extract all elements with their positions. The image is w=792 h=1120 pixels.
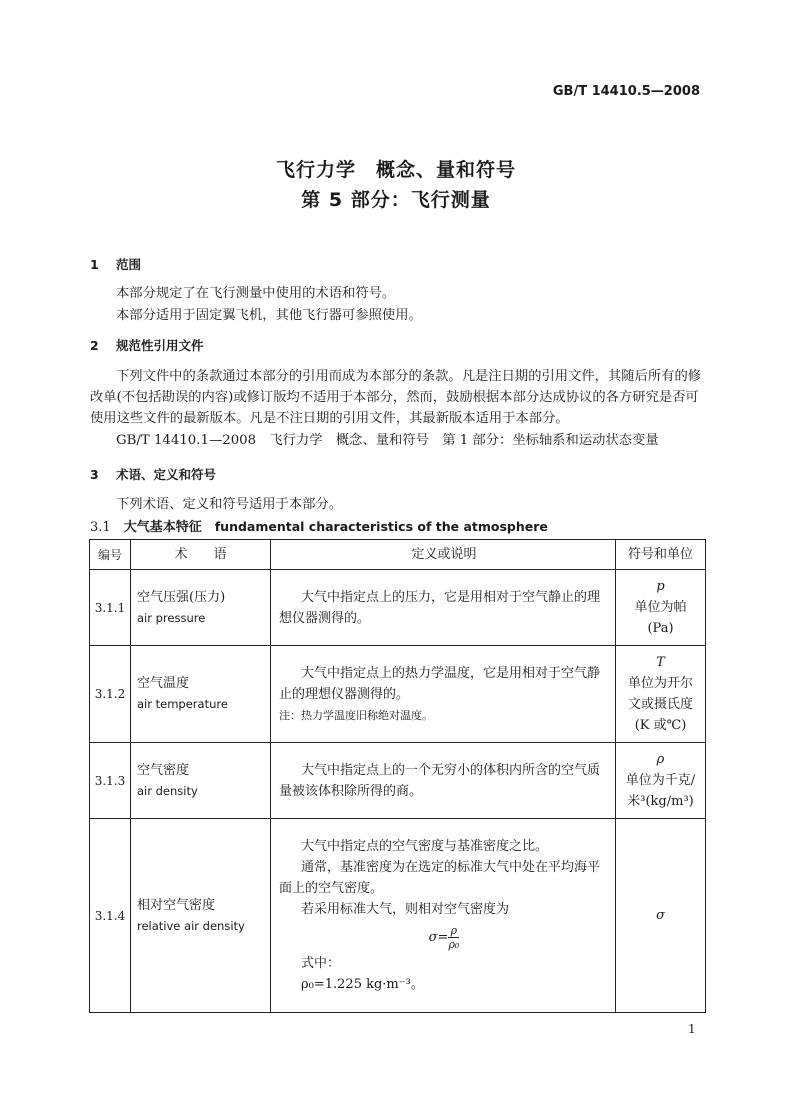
subsection-title-cn: 大气基本特征 xyxy=(123,520,202,535)
definition-text: 若采用标准大气，则相对空气密度为 xyxy=(301,902,510,917)
unit-line: 单位为千克/ xyxy=(625,773,696,788)
table-row xyxy=(90,646,706,743)
formula-where: 式中： xyxy=(301,956,341,971)
unit-line: 单位为开尔 xyxy=(627,676,693,691)
section-1-heading xyxy=(90,255,141,273)
section-2-reference: GB/T 14410.1—2008 飞行力学 概念、量和符号 第 1 部分：坐标轴系和运动状态变量 xyxy=(116,433,659,448)
symbol: T xyxy=(656,655,665,670)
row-definition xyxy=(271,819,616,1013)
section-2-para-1: 下列文件中的条款通过本部分的引用而成为本部分的条款。凡是注日期的引用文件，其随后所有的修改单(不包括勘误的内容)或修订版均不适用于本部分，然而，鼓励根据本部分达成协议的各方研究是否可使用这些文件的最新版本。凡是不注日期的引用文件，其最新版本适用于本部分。 xyxy=(90,369,702,426)
section-title: 范围 xyxy=(116,257,142,272)
definition-note: 注：热力学温度旧称绝对温度。 xyxy=(279,708,433,722)
header-num: 编号 xyxy=(90,540,131,570)
symbol: σ xyxy=(656,908,665,923)
unit-line: (Pa) xyxy=(647,621,674,636)
row-term xyxy=(131,819,271,1013)
term-en: air pressure xyxy=(137,610,206,625)
formula-lhs: σ= xyxy=(428,930,449,945)
row-definition xyxy=(271,743,616,819)
unit-line: 米³(kg/m³) xyxy=(627,794,694,809)
section-title: 规范性引用文件 xyxy=(116,338,204,353)
row-symbol xyxy=(616,570,706,646)
definition-text: 大气中指定点上的压力，它是用相对于空气静止的理想仪器测得的。 xyxy=(279,589,601,626)
row-term xyxy=(131,570,271,646)
definition-text: 大气中指定点的空气密度与基准密度之比。 xyxy=(301,839,549,854)
terms-table xyxy=(89,539,706,1013)
unit-line: (K 或℃) xyxy=(634,718,687,733)
formula-constant: ρ₀=1.225 kg·m⁻³。 xyxy=(301,977,424,992)
term-en: relative air density xyxy=(137,918,245,933)
page-number: 1 xyxy=(688,1022,696,1036)
row-symbol xyxy=(616,743,706,819)
section-number: 1 xyxy=(90,257,99,272)
section-3-para-1: 下列术语、定义和符号适用于本部分。 xyxy=(116,497,343,512)
row-num: 3.1.1 xyxy=(90,570,131,646)
formula-fraction xyxy=(448,924,459,951)
formula-numerator: ρ xyxy=(450,924,458,937)
unit-line: 单位为帕 xyxy=(634,600,687,615)
title-line-2: 第 5 部分：飞行测量 xyxy=(301,189,491,211)
section-3-heading xyxy=(90,465,216,483)
term-cn: 空气温度 xyxy=(137,676,190,691)
symbol: ρ xyxy=(656,752,665,767)
term-en: air density xyxy=(137,783,198,798)
formula-denominator: ρ₀ xyxy=(448,938,460,951)
row-symbol xyxy=(616,646,706,743)
subsection-3-1-heading xyxy=(90,516,548,535)
header-definition: 定义或说明 xyxy=(271,540,616,570)
definition-text: 大气中指定点上的一个无穷小的体积内所含的空气质量被该体积除所得的商。 xyxy=(279,762,601,799)
row-definition xyxy=(271,570,616,646)
row-num: 3.1.4 xyxy=(90,819,131,1013)
unit-line: 文或摄氏度 xyxy=(627,697,693,712)
table-row xyxy=(90,819,706,1013)
symbol: p xyxy=(656,579,665,594)
row-num: 3.1.3 xyxy=(90,743,131,819)
row-definition xyxy=(271,646,616,743)
row-num: 3.1.2 xyxy=(90,646,131,743)
term-cn: 相对空气密度 xyxy=(137,897,216,913)
header-symbol: 符号和单位 xyxy=(616,540,706,570)
table-row xyxy=(90,570,706,646)
subsection-title-en: fundamental characteristics of the atmosphere xyxy=(214,519,548,534)
section-number: 3 xyxy=(90,467,99,482)
term-en: air temperature xyxy=(137,697,228,711)
row-term xyxy=(131,743,271,819)
title-line-1: 飞行力学 概念、量和符号 xyxy=(275,159,516,181)
row-term xyxy=(131,646,271,743)
term-cn: 空气压强(压力) xyxy=(137,589,226,605)
section-1-para-1: 本部分规定了在飞行测量中使用的术语和符号。 xyxy=(116,286,396,301)
section-1-para-2: 本部分适用于固定翼飞机，其他飞行器可参照使用。 xyxy=(116,308,422,323)
section-2-heading xyxy=(90,336,204,354)
definition-text: 大气中指定点上的热力学温度，它是用相对于空气静止的理想仪器测得的。 xyxy=(279,665,601,702)
header-term: 术 语 xyxy=(131,540,271,570)
formula xyxy=(279,920,609,953)
term-cn: 空气密度 xyxy=(137,762,190,778)
section-number: 2 xyxy=(90,338,99,353)
standard-number: GB/T 14410.5—2008 xyxy=(552,84,700,99)
table-header-row xyxy=(90,540,706,570)
definition-text: 通常，基准密度为在选定的标准大气中处在平均海平面上的空气密度。 xyxy=(279,860,601,896)
row-symbol xyxy=(616,819,706,1013)
section-title: 术语、定义和符号 xyxy=(116,467,217,482)
table-row xyxy=(90,743,706,819)
subsection-number: 3.1 xyxy=(90,520,111,535)
